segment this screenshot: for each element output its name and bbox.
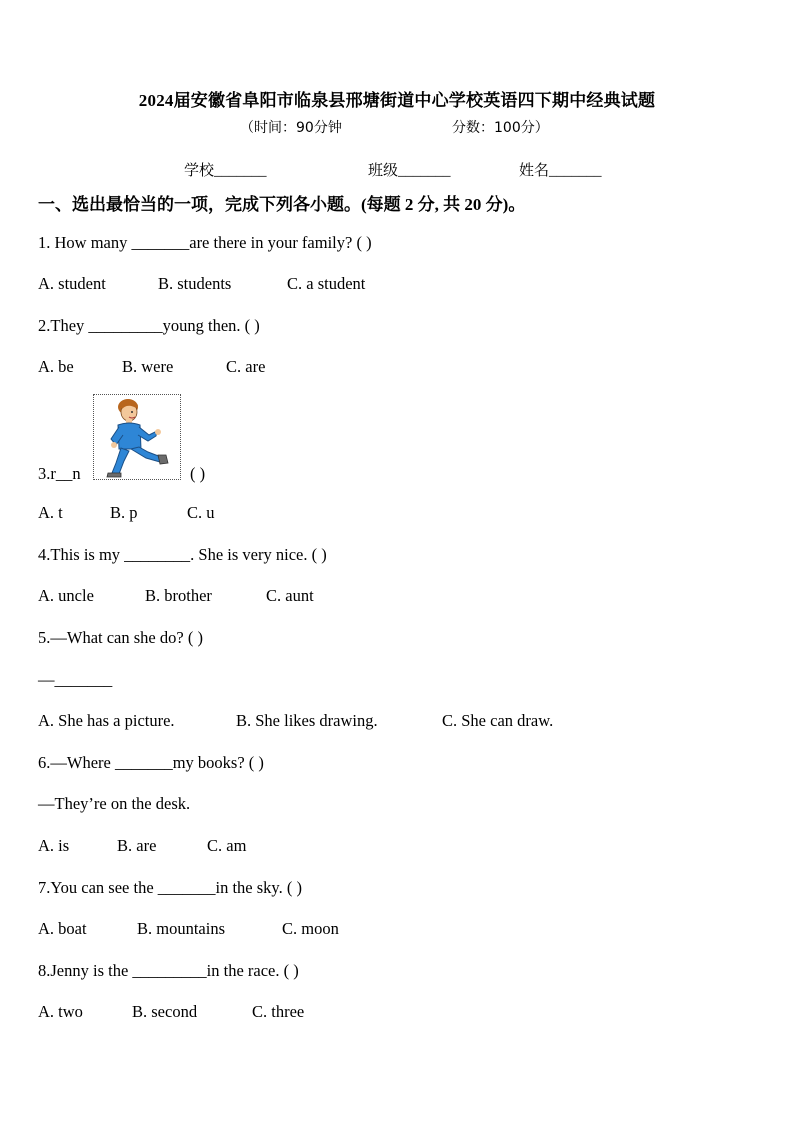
q6-option-a: A. is <box>38 836 70 855</box>
name-field: 姓名_______ <box>519 163 602 179</box>
q5-option-a: A. She has a picture. <box>38 711 175 730</box>
school-field: 学校_______ <box>184 163 267 179</box>
q7-option-c: C. moon <box>282 919 339 938</box>
question-5-answer: —_______ <box>38 670 113 689</box>
q1-option-a: A. student <box>38 274 106 293</box>
class-field: 班级_______ <box>368 163 451 179</box>
question-3-paren: ( ) <box>190 464 206 483</box>
q8-option-b: B. second <box>132 1002 198 1021</box>
question-8: 8.Jenny is the _________in the race. ( ) <box>38 961 299 980</box>
exam-time: （时间：90分钟 <box>240 120 342 136</box>
q3-option-c: C. u <box>187 503 215 522</box>
q3-option-a: A. t <box>38 503 63 522</box>
q4-option-b: B. brother <box>145 586 212 605</box>
q4-option-c: C. aunt <box>266 586 314 605</box>
q4-option-a: A. uncle <box>38 586 94 605</box>
question-2: 2.They _________young then. ( ) <box>38 316 260 335</box>
q5-option-c: C. She can draw. <box>442 711 554 730</box>
q1-option-b: B. students <box>158 274 232 293</box>
section-heading: 一、选出最恰当的一项，完成下列各小题。(每题 2 分, 共 20 分)。 <box>38 195 526 214</box>
q7-option-b: B. mountains <box>137 919 226 938</box>
exam-title: 2024届安徽省阜阳市临泉县邢塘街道中心学校英语四下期中经典试题 <box>138 91 656 110</box>
q8-option-c: C. three <box>252 1002 305 1021</box>
q8-option-a: A. two <box>38 1002 83 1021</box>
question-1: 1. How many _______are there in your family? ( ) <box>38 233 372 252</box>
question-6: 6.—Where _______my books? ( ) <box>38 753 264 772</box>
q6-option-b: B. are <box>117 836 157 855</box>
q2-option-c: C. are <box>226 357 266 376</box>
q2-option-b: B. were <box>122 357 174 376</box>
q7-option-a: A. boat <box>38 919 87 938</box>
running-boy-icon <box>94 395 180 479</box>
q3-option-b: B. p <box>110 503 138 522</box>
q1-option-c: C. a student <box>287 274 366 293</box>
running-boy-picture <box>93 394 181 480</box>
question-3: 3.r__n <box>38 464 81 483</box>
question-7: 7.You can see the _______in the sky. ( ) <box>38 878 302 897</box>
question-6-answer: —They’re on the desk. <box>38 794 191 813</box>
question-5: 5.—What can she do? ( ) <box>38 628 203 647</box>
q5-option-b: B. She likes drawing. <box>236 711 378 730</box>
q2-option-a: A. be <box>38 357 74 376</box>
exam-score: 分数：100分） <box>452 120 549 136</box>
q6-option-c: C. am <box>207 836 247 855</box>
question-4: 4.This is my ________. She is very nice. ( ) <box>38 545 327 564</box>
